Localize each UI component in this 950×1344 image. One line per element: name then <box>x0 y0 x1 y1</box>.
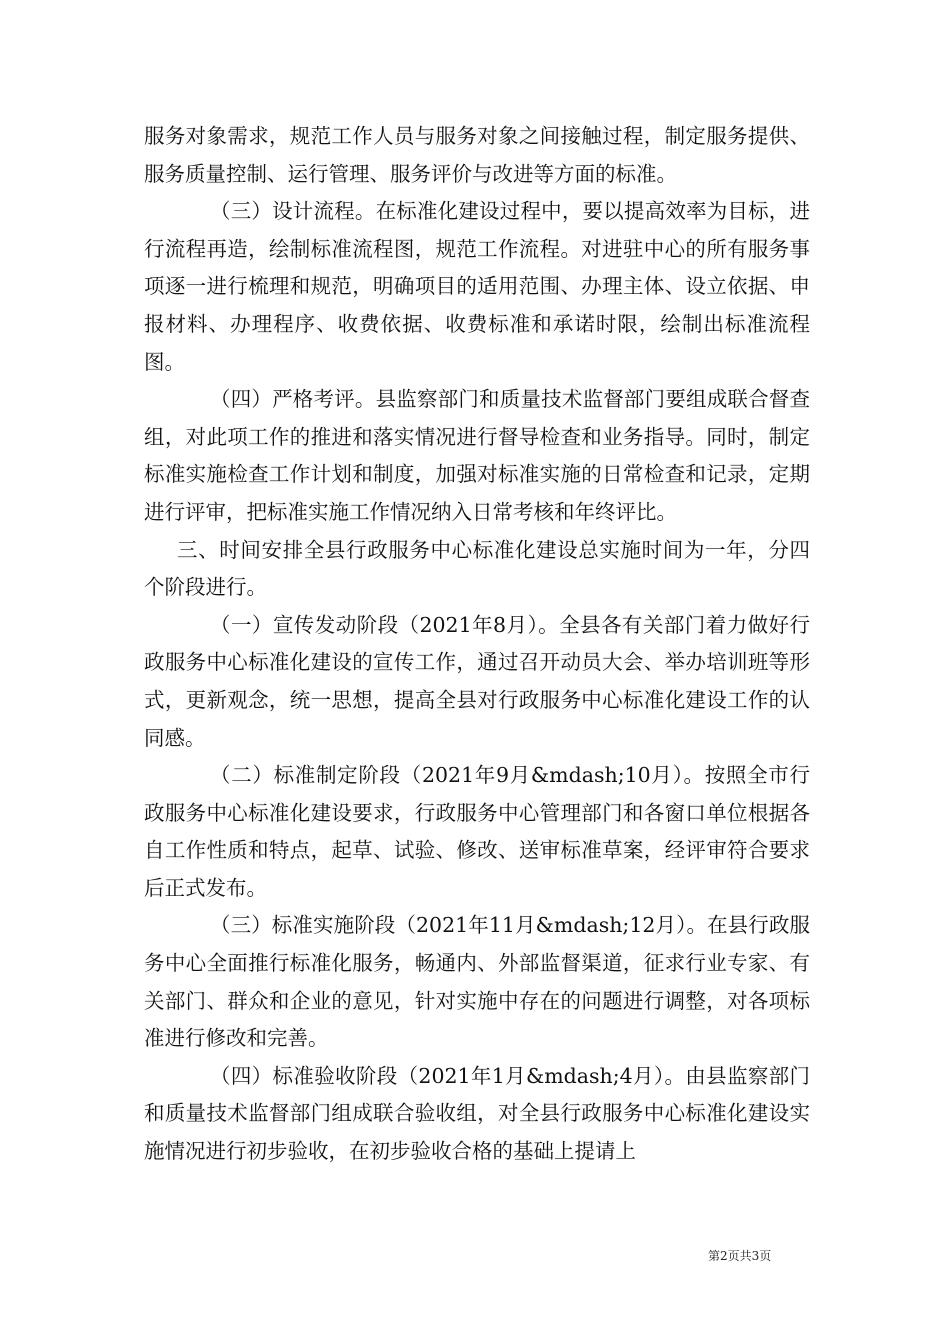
paragraph-strict-evaluation: （四）严格考评。县监察部门和质量技术监督部门要组成联合督查组，对此项工作的推进和落实情况进行督导检查和业务指导。同时，制定标准实施检查工作计划和制度，加强对标准实施的日常检查和记录，定期进行评审，把标准实施工作情况纳入日常考核和年终评比。 <box>144 387 810 524</box>
paragraph-stage-acceptance: （四）标准验收阶段（2021年1月&mdash;4月）。由县监察部门和质量技术监督部门组成联合验收组，对全县行政服务中心标准化建设实施情况进行初步验收，在初步验收合格的基础上提请上 <box>144 1063 810 1164</box>
paragraph-schedule-heading: 三、时间安排全县行政服务中心标准化建设总实施时间为一年，分四个阶段进行。 <box>144 537 810 600</box>
page-number-footer: 第2页共3页 <box>708 1249 772 1263</box>
paragraph-design-process: （三）设计流程。在标准化建设过程中，要以提高效率为目标，进行流程再造，绘制标准流程图，规范工作流程。对进驻中心的所有服务事项逐一进行梳理和规范，明确项目的适用范围、办理主体、设立依据、申报材料、办理程序、收费依据、收费标准和承诺时限，绘制出标准流程图。 <box>144 199 810 374</box>
paragraph-stage-publicity: （一）宣传发动阶段（2021年8月）。全县各有关部门着力做好行政服务中心标准化建设的宣传工作，通过召开动员大会、举办培训班等形式，更新观念，统一思想，提高全县对行政服务中心标准化建设工作的认同感。 <box>144 612 810 750</box>
paragraph-continuation: 服务对象需求，规范工作人员与服务对象之间接触过程，制定服务提供、服务质量控制、运行管理、服务评价与改进等方面的标准。 <box>144 124 810 186</box>
paragraph-stage-standard-setting: （二）标准制定阶段（2021年9月&mdash;10月）。按照全市行政服务中心标准化建设要求，行政服务中心管理部门和各窗口单位根据各自工作性质和特点，起草、试验、修改、送审标准草案，经评审符合要求后正式发布。 <box>144 763 810 900</box>
paragraph-stage-implementation: （三）标准实施阶段（2021年11月&mdash;12月）。在县行政服务中心全面推行标准化服务，畅通内、外部监督渠道，征求行业专家、有关部门、群众和企业的意见，针对实施中存在的问题进行调整，对各项标准进行修改和完善。 <box>144 913 810 1051</box>
document-body <box>144 118 810 1171</box>
